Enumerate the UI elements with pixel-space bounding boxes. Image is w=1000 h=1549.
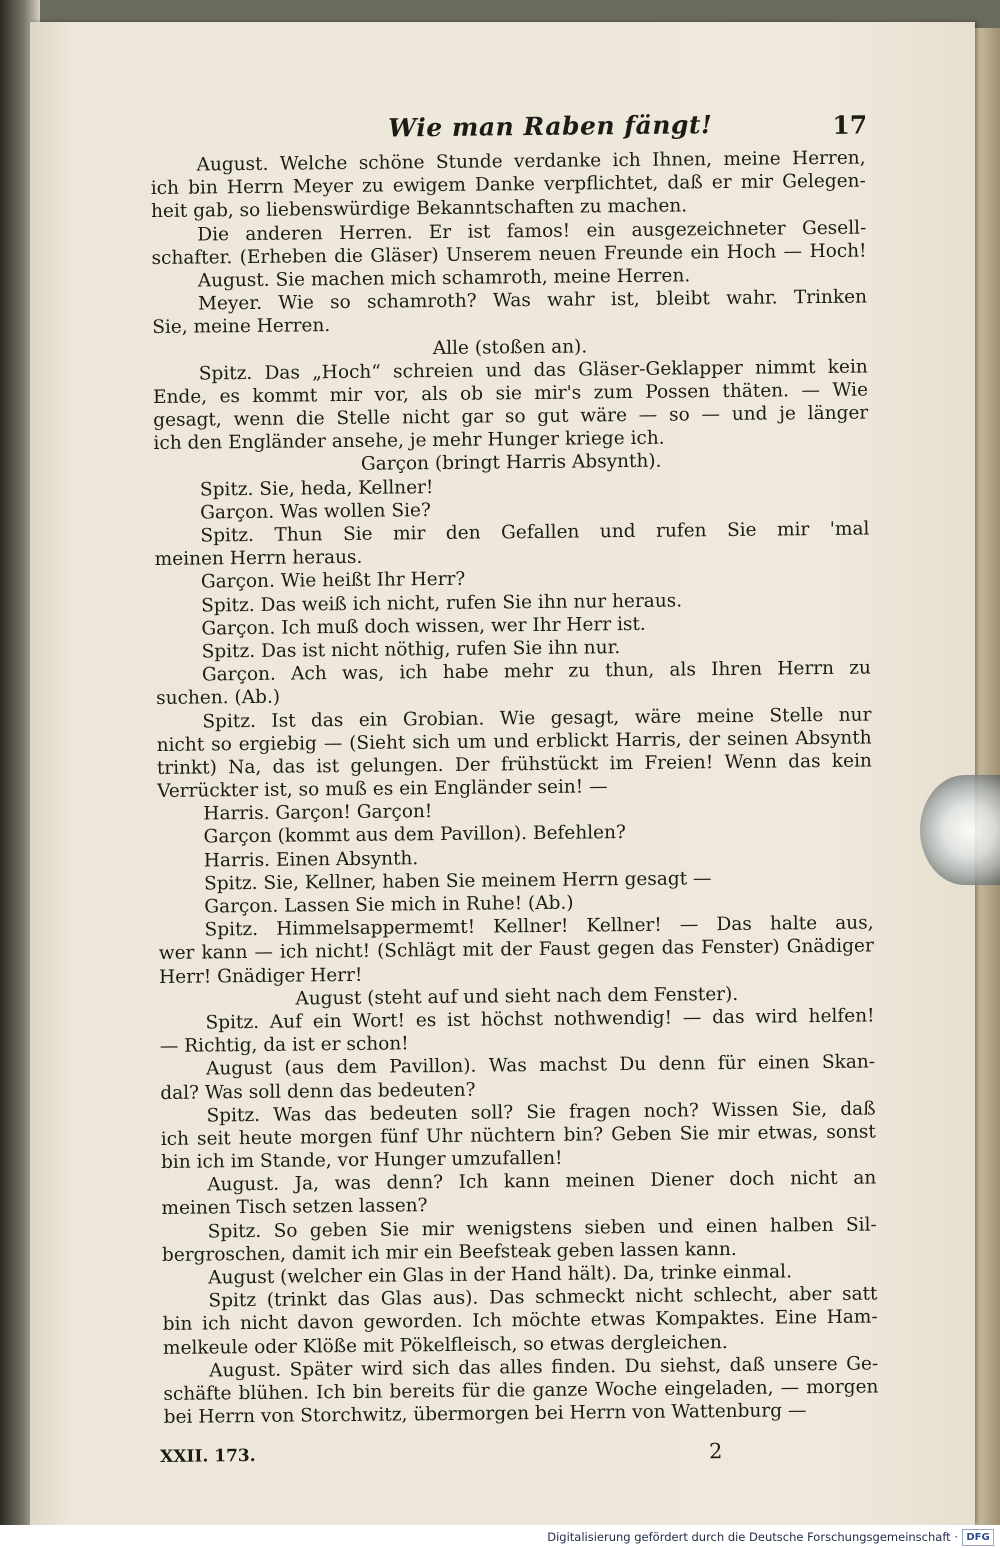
text-line: Spitz. Ist das ein Grobian. Wie gesagt, wäre meine Stelle nur xyxy=(202,703,872,732)
running-head xyxy=(150,103,868,150)
text-line: ich seit heute morgen fünf Uhr nüchtern bin? Geben Sie mir etwas, sonst xyxy=(160,1121,876,1150)
dfg-logo: DFG xyxy=(962,1529,994,1546)
text-body xyxy=(150,147,878,1430)
text-line: ich den Engländer ansehe, je mehr Hunger kriege ich. xyxy=(153,427,665,455)
text-line: August. Sie machen mich schamroth, meine Herren. xyxy=(197,265,691,292)
text-line: Spitz. Das weiß ich nicht, rufen Sie ihn nur heraus. xyxy=(201,590,683,617)
text-line: meinen Tisch setzen lassen? xyxy=(161,1195,428,1220)
text-line: August (aus dem Pavillon). Was machst Du denn für einen Skan- xyxy=(205,1051,876,1080)
text-line: Spitz. Himmelsappermemt! Kellner! Kellner! — Das halte aus, xyxy=(204,912,874,941)
text-line: Spitz. Sie, Kellner, haben Sie meinem Herrn gesagt — xyxy=(203,867,712,895)
page-clip xyxy=(920,775,1000,885)
text-line: Garçon. Wie heißt Ihr Herr? xyxy=(200,569,466,593)
signature-mark: XXII. 173. xyxy=(160,1446,256,1468)
text-line: trinkt) Na, das ist gelungen. Der frühstückt im Freien! Wenn das kein xyxy=(156,750,872,779)
page-content xyxy=(150,103,879,1472)
text-line: heit gab, so liebenswürdige Bekanntschaften zu machen. xyxy=(150,195,688,223)
text-line: August. Ja, was denn? Ich kann meinen Diener doch nicht an xyxy=(207,1167,877,1196)
credit-bar xyxy=(0,1525,1000,1549)
stage-direction: Garçon (bringt Harris Absynth). xyxy=(360,451,662,476)
text-line: suchen. (Ab.) xyxy=(156,686,281,710)
text-line: Spitz. So geben Sie mir wenigstens sieben und einen halben Sil- xyxy=(207,1214,877,1243)
text-line: Ende, es kommt mir vor, als ob sie mir's zum Possen thäten. — Wie xyxy=(152,379,869,408)
text-line: Spitz (trinkt das Glas aus). Das schmeckt nicht schlecht, aber satt xyxy=(208,1283,878,1312)
text-line: Herr! Gnädiger Herr! xyxy=(158,964,363,988)
text-line: Spitz. Was das bedeuten soll? Sie fragen noch? Wissen Sie, daß xyxy=(206,1098,876,1127)
text-line: Spitz. Das „Hoch“ schreien und das Gläser-Geklapper nimmt kein xyxy=(198,356,868,385)
page-number: 17 xyxy=(832,110,868,140)
text-line: schäfte blühen. Ich bin bereits für die ganze Woche eingeladen, — morgen xyxy=(163,1376,879,1405)
text-line: Harris. Einen Absynth. xyxy=(203,847,419,872)
text-line: August. Später wird sich das alles finden. Du siehst, daß unsere Ge- xyxy=(209,1353,879,1382)
text-line: ich bin Herrn Meyer zu ewigem Danke verpflichtet, daß er mir Gelegen- xyxy=(150,170,866,200)
text-line: nicht so ergiebig — (Sieht sich um und erblickt Harris, der seinen Absynth xyxy=(156,727,872,756)
text-line: Garçon. Was wollen Sie? xyxy=(200,499,431,524)
text-line: dal? Was soll denn das bedeuten? xyxy=(160,1079,476,1104)
text-line: August. Welche schöne Stunde verdanke ich Ihnen, meine Herren, xyxy=(196,147,866,176)
text-line: bin ich nicht davon geworden. Ich möchte etwas Kompaktes. Eine Ham- xyxy=(162,1306,878,1336)
sheet-number: 2 xyxy=(708,1439,723,1464)
text-line: bin ich im Stande, vor Hunger umzufallen! xyxy=(160,1147,563,1174)
text-line: Meyer. Wie so schamroth? Was wahr ist, bleibt wahr. Trinken xyxy=(197,286,868,315)
text-line: Sie, meine Herren. xyxy=(152,315,331,339)
funding-credit: Digitalisierung gefördert durch die Deutsche Forschungsgemeinschaft · xyxy=(547,1530,958,1544)
text-line: Garçon. Lassen Sie mich in Ruhe! (Ab.) xyxy=(204,892,574,918)
text-line: Die anderen Herren. Er ist famos! ein ausgezeichneter Gesell- xyxy=(197,217,867,246)
running-title: Wie man Raben fängt! xyxy=(388,110,713,143)
text-line: August (welcher ein Glas in der Hand hält). Da, trinke einmal. xyxy=(208,1261,793,1289)
text-line: Harris. Garçon! Garçon! xyxy=(203,801,433,825)
text-line: Spitz. Auf ein Wort! es ist höchst nothwendig! — das wird helfen! xyxy=(205,1005,875,1034)
text-line: Spitz. Sie, heda, Kellner! xyxy=(199,476,434,501)
text-line: Verrückter ist, so muß es ein Engländer sein! — xyxy=(157,776,608,803)
text-line: Garçon (kommt aus dem Pavillon). Befehlen? xyxy=(203,822,626,848)
text-line: Garçon. Ich muß doch wissen, wer Ihr Herr ist. xyxy=(201,613,646,640)
text-line: schafter. (Erheben die Gläser) Unserem neuen Freunde ein Hoch — Hoch! xyxy=(151,240,867,269)
text-line: gesagt, wenn die Stelle nicht gar so gut wäre — so — und je länger xyxy=(153,402,869,432)
text-line: — Richtig, da ist er schon! xyxy=(159,1033,409,1058)
text-line: bei Herrn von Storchwitz, übermorgen bei Herrn von Wattenburg — xyxy=(163,1400,807,1429)
text-line: meinen Herrn heraus. xyxy=(154,546,363,571)
text-line: Spitz. Das ist nicht nöthig, rufen Sie ihn nur. xyxy=(201,637,621,663)
text-line: wer kann — ich nicht! (Schlägt mit der Faust gegen das Fenster) Gnädiger xyxy=(158,935,874,965)
stage-direction: August (steht auf und sieht nach dem Fenster). xyxy=(295,983,739,1010)
text-line: bergroschen, damit ich mir ein Beefsteak geben lassen kann. xyxy=(161,1238,737,1266)
text-line: Spitz. Thun Sie mir den Gefallen und rufen Sie mir 'mal xyxy=(200,518,870,547)
text-line: melkeule oder Klöße mit Pökelfleisch, so etwas dergleichen. xyxy=(162,1331,728,1359)
stage-direction: Alle (stoßen an). xyxy=(432,335,588,359)
text-line: Garçon. Ach was, ich habe mehr zu thun, als Ihren Herrn zu xyxy=(201,657,871,686)
